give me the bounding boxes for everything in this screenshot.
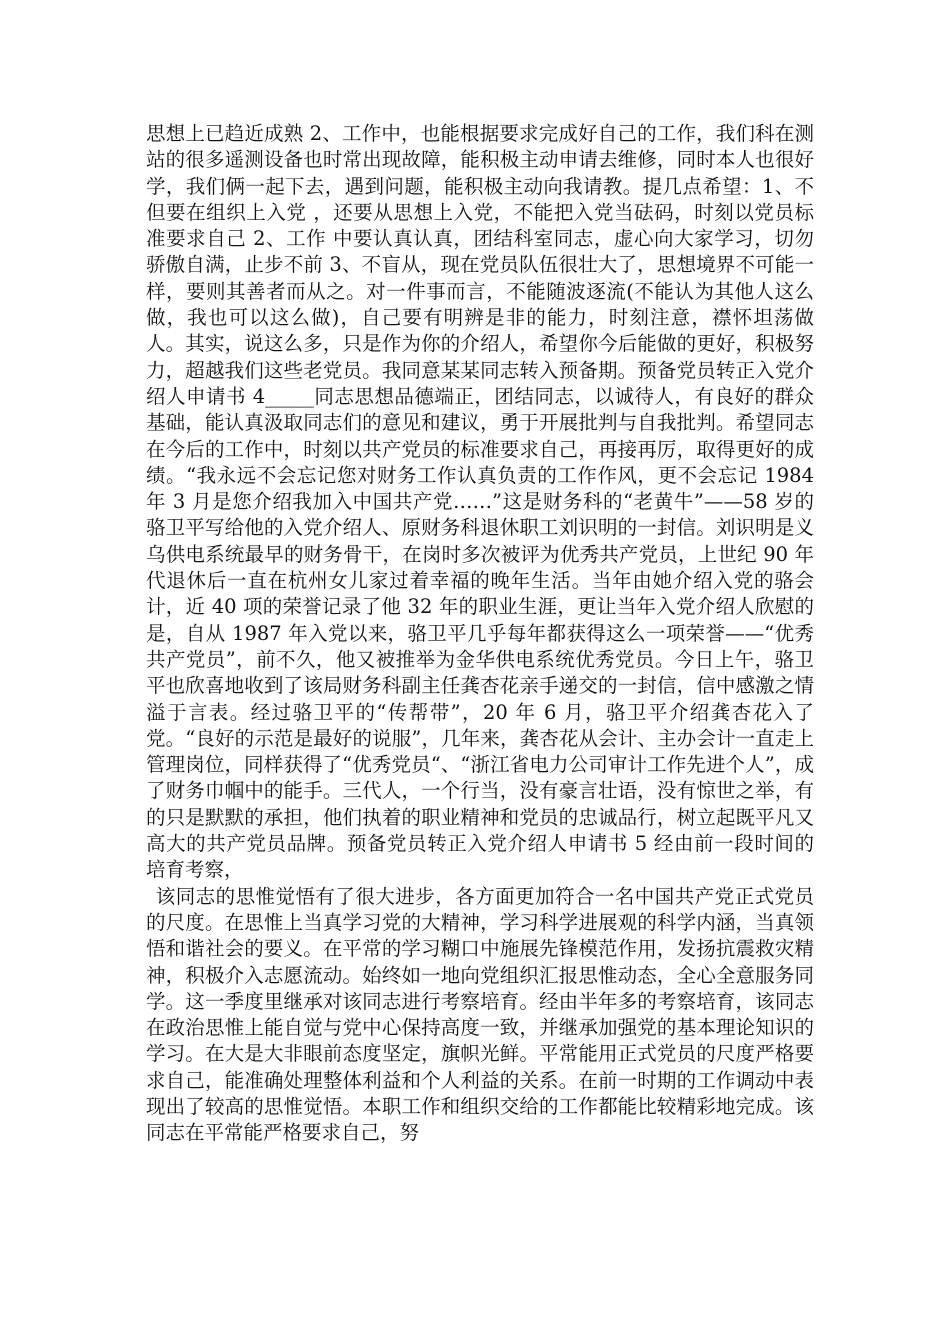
body-paragraph-2: 该同志的思惟觉悟有了很大进步，各方面更加符合一名中国共产党正式党员的尺度。在思惟上当真学习党的大精神，学习科学进展观的科学内涵，当真领悟和谐社会的要义。在平常的学习糊口中施展先锋模范作用，发扬抗震救灾精神，积极介入志愿流动。始终如一地向党组织汇报思惟动态，全心全意服务同学。这一季度里继承对该同志进行考察培育。经由半年多的考察培育，该同志在政治思惟上能自觉与党中心保持高度一致，并继承加强党的基本理论知识的学习。在大是大非眼前态度坚定，旗帜光鲜。平常能用正式党员的尺度严格要求自己，能准确处理整体利益和个人利益的关系。在前一时期的工作调动中表现出了较高的思惟觉悟。本职工作和组织交给的工作都能比较精彩地完成。该同志在平常能严格要求自己，努	[146, 884, 814, 1145]
document-body	[146, 121, 814, 1147]
body-paragraph-1: 思想上已趋近成熟 2、工作中，也能根据要求完成好自己的工作，我们科在测站的很多遥测设备也时常出现故障，能积极主动申请去维修，同时本人也很好学，我们俩一起下去，遇到问题，能积极主动向我请教。提几点希望：1、不但要在组织上入党 ，还要从思想上入党，不能把入党当砝码，时刻以党员标准要求自己 2、工作 中要认真认真，团结科室同志，虚心向大家学习，切勿骄傲自满，止步不前 3、不盲从，现在党员队伍很壮大了，思想境界不可能一样，要则其善者而从之。对一件事而言，不能随波逐流(不能认为其他人这么做，我也可以这么做)，自己要有明辨是非的能力，时刻注意，襟怀坦荡做人。其实，说这么多，只是作为你的介绍人，希望你今后能做的更好，积极努力，超越我们这些老党员。我同意某某同志转入预备期。预备党员转正入党介绍人申请书 4_____同志思想品德端正，团结同志，以诚待人，有良好的群众基础，能认真汲取同志们的意见和建议，勇于开展批判与自我批判。希望同志在今后的工作中，时刻以共产党员的标准要求自己，再接再厉，取得更好的成绩。“我永远不会忘记您对财务工作认真负责的工作作风，更不会忘记 1984 年 3 月是您介绍我加入中国共产党……”这是财务科的“老黄牛”——58 岁的骆卫平写给他的入党介绍人、原财务科退休职工刘识明的一封信。刘识明是义乌供电系统最早的财务骨干，在岗时多次被评为优秀共产党员，上世纪 90 年代退休后一直在杭州女儿家过着幸福的晚年生活。当年由她介绍入党的骆会计，近 40 项的荣誉记录了他 32 年的职业生涯，更让当年入党介绍人欣慰的是，自从 1987 年入党以来，骆卫平几乎每年都获得这么一项荣誉——“优秀共产党员”，前不久，他又被推举为金华供电系统优秀党员。今日上午，骆卫平也欣喜地收到了该局财务科副主任龚杏花亲手递交的一封信，信中感激之情溢于言表。经过骆卫平的“传帮带”，20 年 6 月，骆卫平介绍龚杏花入了党。“良好的示范是最好的说服”，几年来，龚杏花从会计、主办会计一直走上管理岗位，同样获得了“优秀党员“、“浙江省电力公司审计工作先进个人”，成了财务巾帼中的能手。三代人，一个行当，没有豪言壮语，没有惊世之举，有的只是默默的承担，他们执着的职业精神和党员的忠诚品行，树立起既平凡又高大的共产党员品牌。预备党员转正入党介绍人申请书 5 经由前一段时间的培育考察，	[146, 122, 814, 882]
